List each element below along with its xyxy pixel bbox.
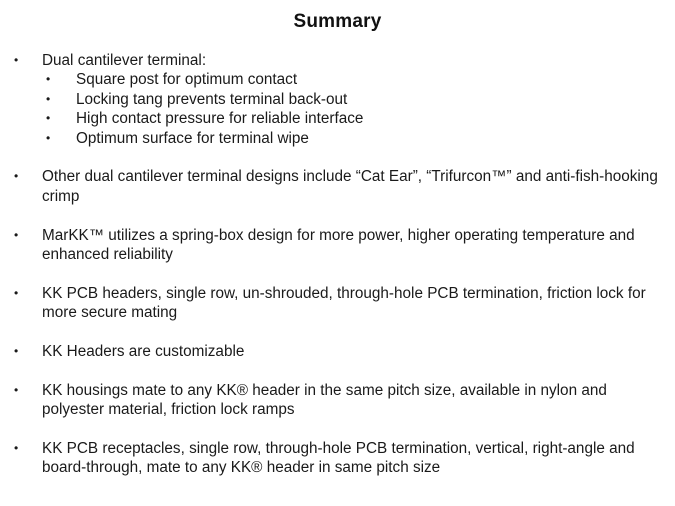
bullet-item-housings	[14, 381, 664, 420]
bullet-icon: •	[46, 91, 51, 106]
sub-bullet-text: High contact pressure for reliable interface	[76, 110, 364, 128]
bullet-icon: •	[14, 344, 19, 359]
bullet-item-pcb-headers	[14, 284, 664, 323]
bullet-item-receptacles	[14, 439, 664, 478]
bullet-text: Dual cantilever terminal:	[42, 52, 207, 69]
bullet-item-customizable	[14, 342, 664, 361]
bullet-icon: •	[46, 111, 51, 126]
bullet-icon: •	[14, 382, 19, 397]
slide-title: Summary	[293, 11, 382, 32]
bullet-text: MarKK™ utilizes a spring-box design for more power, higher operating temperature and enhanced reliability	[42, 226, 635, 264]
bullet-text: KK PCB headers, single row, un-shrouded, through-hole PCB termination, friction lock for more secure mating	[42, 284, 646, 322]
bullet-icon: •	[46, 130, 51, 145]
sub-bullet-text: Locking tang prevents terminal back-out	[76, 90, 348, 108]
bullet-item-other-designs	[14, 167, 664, 206]
bullet-icon: •	[14, 285, 19, 300]
bullet-text: KK PCB receptacles, single row, through-hole PCB termination, vertical, right-angle and board-through, mate to any KK® header in same pitch size	[42, 440, 635, 477]
sub-bullet-text: Square post for optimum contact	[76, 71, 298, 89]
sub-bullet-list	[42, 70, 664, 148]
bullet-icon: •	[14, 441, 19, 456]
bullet-text: Other dual cantilever terminal designs include “Cat Ear”, “Trifurcon™” and anti-fish-hooking crimp	[42, 168, 658, 205]
sub-bullet-item	[42, 129, 664, 148]
sub-bullet-item	[42, 109, 664, 128]
bullet-item-dual-cantilever	[14, 51, 664, 148]
bullet-icon: •	[14, 53, 19, 67]
bullet-icon: •	[46, 72, 51, 87]
sub-bullet-item	[42, 70, 664, 89]
bullet-list	[14, 51, 664, 478]
bullet-item-markk	[14, 226, 664, 265]
bullet-text: KK Headers are customizable	[42, 343, 245, 361]
bullet-icon: •	[14, 227, 19, 242]
sub-bullet-text: Optimum surface for terminal wipe	[76, 129, 309, 147]
bullet-icon: •	[14, 169, 19, 184]
bullet-text: KK housings mate to any KK® header in the same pitch size, available in nylon and polyester material, friction lock ramps	[42, 381, 607, 419]
sub-bullet-item	[42, 90, 664, 109]
